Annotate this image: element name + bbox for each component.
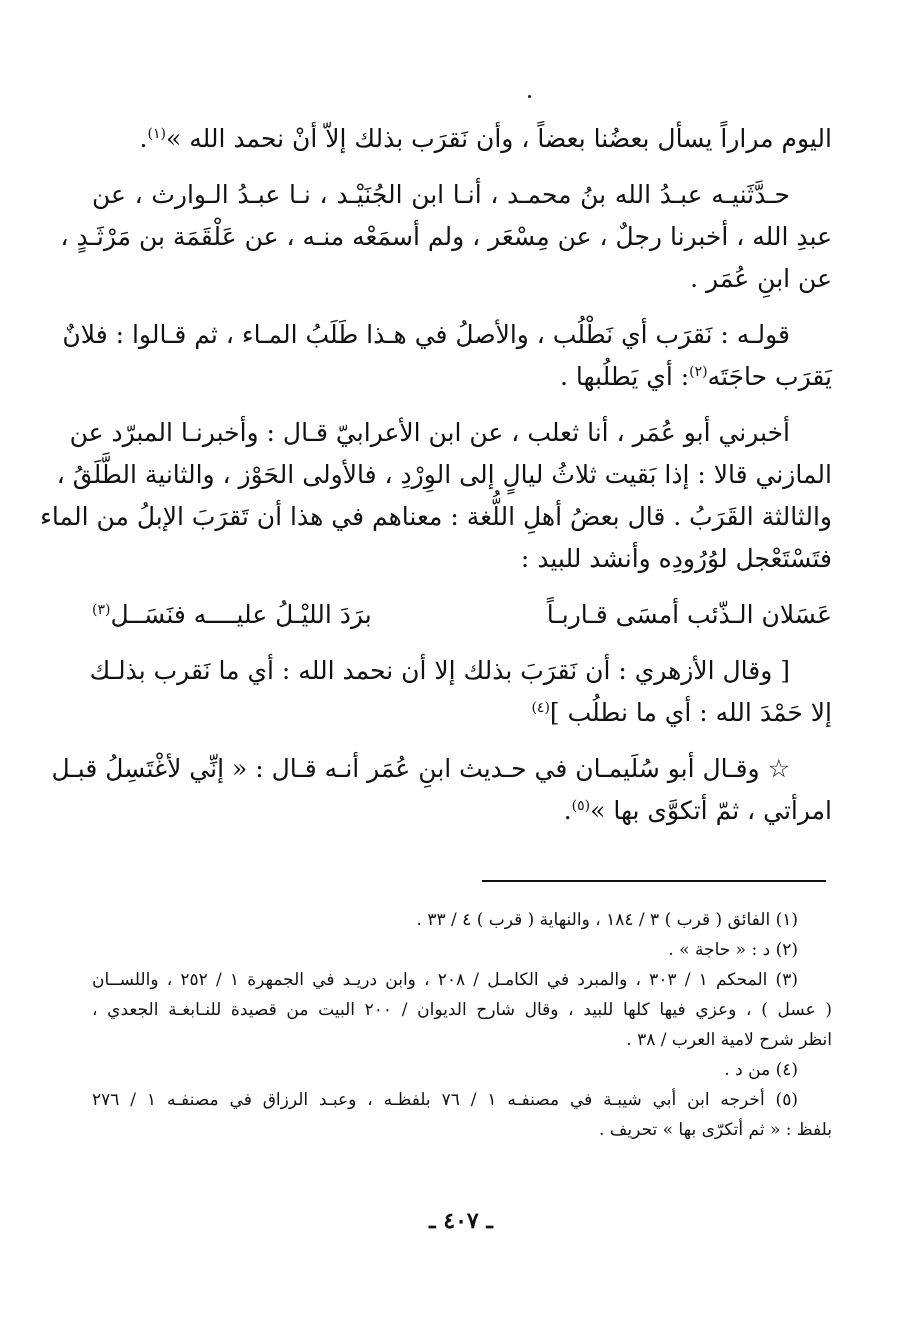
- paragraph-2-line-3: عن ابنِ عُمَر .: [690, 264, 832, 293]
- paragraph-6-line-1: ☆ وقـال أبو سُلَيمـان في حـديث ابنِ عُمَر أنـه قـال : « إنِّي لأغْتَسِلُ قبـل: [51, 754, 790, 783]
- poetry-verse: [92, 594, 832, 636]
- page-number: ـ ٤٠٧ ـ: [429, 1208, 493, 1234]
- paragraph-5-line-2: [92, 692, 832, 734]
- ink-speck: [528, 95, 531, 98]
- text-line: اليوم مراراً يسأل بعضُنا بعضاً ، وأن نَقرَب بذلك إلاّ أنْ نحمد الله »: [165, 124, 832, 153]
- footnote-ref: (١): [147, 126, 166, 142]
- footnote-4: (٤) من د .: [724, 1060, 798, 1080]
- footnote-1: (١) الفائق ( قرب ) ٣ / ١٨٤ ، والنهاية ( قرب ) ٤ / ٣٣ .: [416, 910, 798, 930]
- footnote-ref: (٤): [531, 700, 550, 716]
- footnote-2: (٢) د : « حاجة » .: [668, 940, 798, 960]
- verse-first-hemistich: عَسَلان الـذّئب أمسَى قـاربـاً: [546, 600, 832, 629]
- paragraph-3-line-1: قولـه : نَقرَب أي نَطْلُب ، والأصلُ في هـذا طَلَبُ المـاء ، ثم قـالوا : فلانٌ: [62, 320, 790, 349]
- text-line: .: [563, 796, 572, 825]
- footnote-3-line-2: ( عسل ) ، وعزي فيها كلها للبيد ، وقال شارح الديوان / ٢٠٠ البيت من قصيدة للنـابغـة الجعدي ،: [92, 1000, 832, 1020]
- paragraph-4-line-3: والثالثة القَرَبُ . قال بعضُ أهلِ اللُّغة : معناهم في هذا أن تَقرَبَ الإبلُ من الماء: [40, 502, 832, 531]
- footnote-ref: (٣): [92, 602, 111, 618]
- paragraph-6-line-2: [92, 790, 832, 832]
- paragraph-2-line-2: عبدِ الله ، أخبرنا رجلٌ ، عن مِسْعَر ، ولم أسمَعْه منـه ، عن عَلْقَمَة بن مَرْثَـدٍ ،: [60, 222, 832, 251]
- footnote-ref: (٥): [571, 798, 591, 814]
- paragraph-1: [92, 118, 832, 160]
- footnote-3-line-3: انظر شرح لامية العرب / ٣٨ .: [626, 1030, 832, 1050]
- text-line: : أي يَطلُبها .: [560, 362, 690, 391]
- verse-second-hemistich: برَدَ الليْـلُ عليــــه فنَسَــل$^{(٣)}$: [92, 600, 372, 629]
- paragraph-5-line-1: [ وقال الأزهري : أن نَقرَبَ بذلك إلا أن نحمد الله : أي ما نَقرب بذلـك: [89, 656, 790, 685]
- footnote-5-line-2: بلفظ : « ثم أتكرّى بها » تحريف .: [599, 1120, 832, 1140]
- footnote-5-line-1: (٥) أخرجه ابن أبي شيبـة في مصنفـه ١ / ٧٦ بلفظـه ، وعبـد الرزاق في مصنفـه ١ / ٢٧٦: [92, 1090, 798, 1110]
- paragraph-4-line-1: أخبرني أبو عُمَر ، أنا ثعلب ، عن ابن الأعرابيّ قـال : وأخبرنـا المبرّد عن: [69, 418, 790, 447]
- footnote-3-line-1: (٣) المحكم ١ / ٣٠٣ ، والمبرد في الكامـل / ٢٠٨ ، وابن دريـد في الجمهرة ١ / ٢٥٢ ، واللســان: [92, 970, 798, 990]
- paragraph-4-line-2: المازني قالا : إذا بَقيت ثلاثُ ليالٍ إلى الوِرْدِ ، فالأولى الحَوْز ، والثانية الطَّلَقُ ،: [56, 460, 832, 489]
- text-line: يَقرَب حاجَتَه: [707, 362, 832, 391]
- footnotes: [92, 905, 832, 1145]
- paragraph-2-line-1: حـدَّثَنيـه عبـدُ الله بنُ محمـد ، أنـا ابن الجُنَيْـد ، نـا عبـدُ الـوارث ، عن: [92, 180, 790, 209]
- text-line: إلا حَمْدَ الله : أي ما نطلُب ]: [549, 698, 832, 727]
- footnote-ref: (٢): [689, 364, 708, 380]
- paragraph-4-line-4: فتَسْتَعْجل لوُرُودِه وأنشد للبيد :: [520, 544, 832, 573]
- footnote-separator: [482, 880, 826, 882]
- text-line: .: [139, 124, 148, 153]
- main-text: [40, 118, 832, 832]
- text-line: امرأتي ، ثمّ أتكوَّى بها »: [590, 796, 832, 825]
- paragraph-3-line-2: [92, 356, 832, 398]
